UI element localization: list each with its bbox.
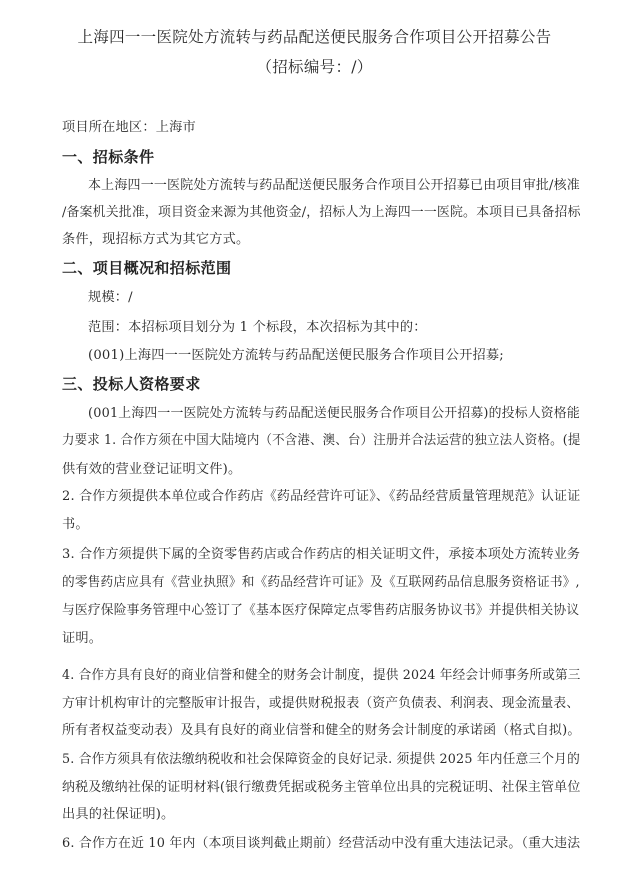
paragraph-line: 2. 合作方须提供本单位或合作药店《药品经营许可证》、《药品经营质量管理规范》认证证 bbox=[62, 489, 581, 504]
paragraph-line: (001)上海四一一医院处方流转与药品配送便民服务合作项目公开招募; bbox=[88, 348, 504, 363]
section-heading-project-overview: 二、项目概况和招标范围 bbox=[62, 259, 232, 277]
paragraph-line: 本上海四一一医院处方流转与药品配送便民服务合作项目公开招募已由项目审批/核准 bbox=[88, 178, 580, 193]
paragraph-line: 方审计机构审计的完整版审计报告，或提供财税报表（资产负债表、利润表、现金流量表、 bbox=[62, 696, 580, 711]
paragraph-line: 4. 合作方具有良好的商业信誉和健全的财务会计制度，提供 2024 年经会计师事务所或第三 bbox=[62, 668, 581, 683]
section-heading-bidding-conditions: 一、招标条件 bbox=[62, 148, 155, 166]
paragraph-line: 纳税及缴纳社保的证明材料(银行缴费凭据或税务主管单位出具的完税证明、社保主管单位 bbox=[62, 780, 581, 795]
paragraph-line: 力要求 1. 合作方须在中国大陆境内（不含港、澳、台）注册并合法运营的独立法人资格。(提 bbox=[62, 433, 581, 448]
tender-number: （招标编号：/） bbox=[256, 58, 373, 76]
paragraph-line: 证明。 bbox=[62, 631, 103, 646]
paragraph-line: 范围：本招标项目划分为 1 个标段，本次招标为其中的： bbox=[88, 320, 427, 335]
paragraph-line: 3. 合作方须提供下属的全资零售药店或合作药店的相关证明文件，承接本项处方流转业务 bbox=[62, 547, 581, 562]
paragraph-line: 与医疗保险事务管理中心签订了《基本医疗保障定点零售药店服务协议书》并提供相关协议 bbox=[62, 603, 580, 618]
paragraph-line: 书。 bbox=[62, 517, 89, 532]
paragraph-line: 出具的社保证明)。 bbox=[62, 807, 175, 822]
document-title: 上海四一一医院处方流转与药品配送便民服务合作项目公开招募公告 bbox=[77, 28, 552, 46]
paragraph-line: 的零售药店应具有《营业执照》和《药品经营许可证》及《互联网药品信息服务资格证书》, bbox=[62, 575, 580, 590]
project-region: 项目所在地区：上海市 bbox=[62, 120, 196, 135]
paragraph-line: 供有效的营业登记证明文件)。 bbox=[62, 462, 242, 477]
paragraph-line: 条件，现招标方式为其它方式。 bbox=[62, 232, 250, 247]
paragraph-line: 5. 合作方须具有依法缴纳税收和社会保障资金的良好记录. 须提供 2025 年内任意三个月的 bbox=[62, 752, 580, 767]
paragraph-line: 6. 合作方在近 10 年内（本项目谈判截止期前）经营活动中没有重大违法记录。（重大违法 bbox=[62, 836, 581, 851]
section-heading-bidder-qualifications: 三、投标人资格要求 bbox=[62, 375, 201, 393]
paragraph-line: 规模：/ bbox=[88, 290, 133, 305]
paragraph-line: (001上海四一一医院处方流转与药品配送便民服务合作项目公开招募)的投标人资格能 bbox=[88, 406, 580, 421]
paragraph-line: 所有者权益变动表）及具有良好的商业信誉和健全的财务会计制度的承诺函（格式自拟)。 bbox=[62, 723, 581, 738]
paragraph-line: /备案机关批准，项目资金来源为其他资金/，招标人为上海四一一医院。本项目已具备招标 bbox=[62, 205, 581, 220]
